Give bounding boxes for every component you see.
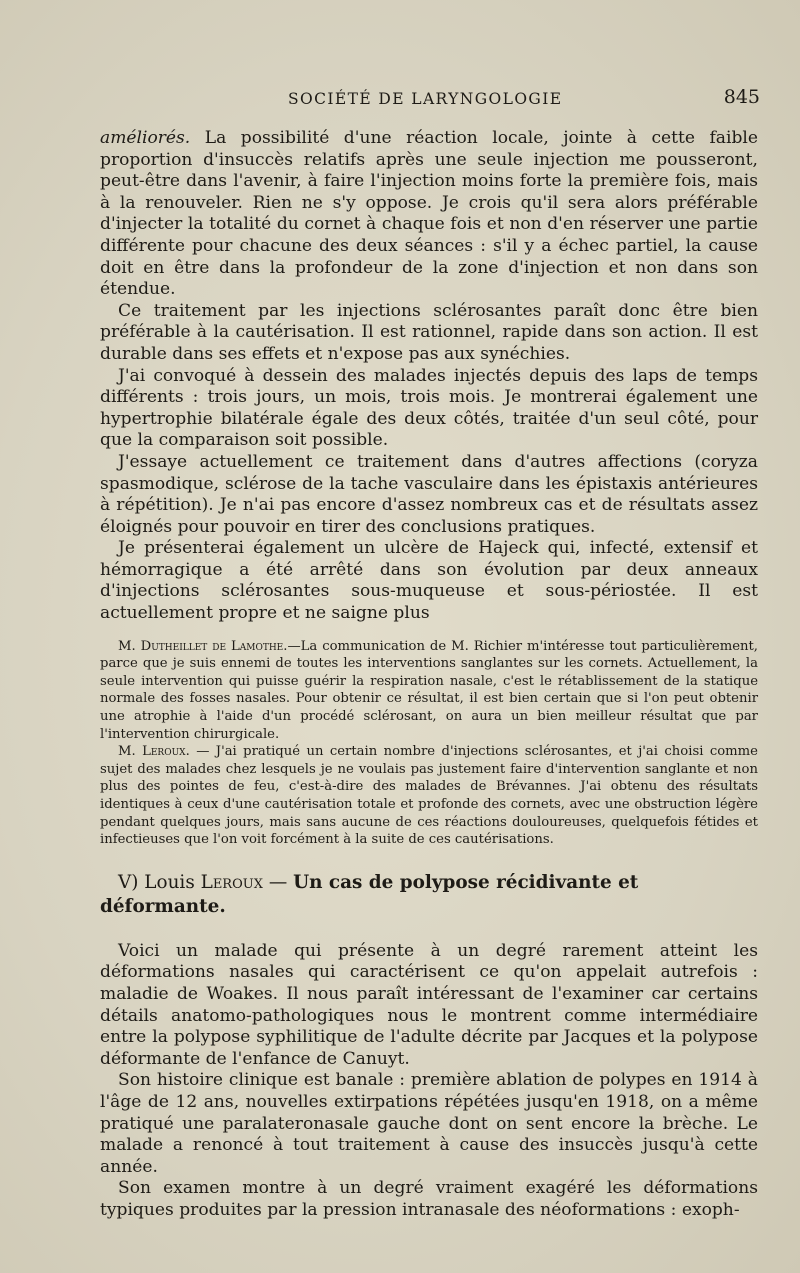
paragraph-1 xyxy=(100,128,758,301)
paragraph-4: J'essaye actuellement ce traitement dans d'autres affections (coryza spasmodique, sclérose de la tache vasculaire dans les épistaxis antérieures à répétition). Je n'ai pas encore d'assez nombreux cas et de résultats assez éloignés pour pouvoir en tirer des conclusions pratiques. xyxy=(100,451,758,537)
paragraph-1-italic: améliorés. xyxy=(100,128,191,148)
section-title: Un cas de polypose récidivante et déformante. xyxy=(100,871,639,917)
page-number: 845 xyxy=(723,86,760,108)
paragraph-5: Je présenterai également un ulcère de Hajeck qui, infecté, extensif et hémorragique a été arrêté dans son évolution par deux anneaux d'injections sclérosantes sous-muqueuse et sous-périostée. Il est actuellement propre et ne saigne plus xyxy=(100,538,758,624)
paragraph-3: J'ai convoqué à dessein des malades injectés depuis des laps de temps différents : trois jours, un mois, trois mois. Je montrerai également une hypertrophie bilatérale égale des deux côtés, traitée d'un seul côté, pour que la comparaison soit possible. xyxy=(100,365,758,451)
page-header xyxy=(100,86,760,116)
section-paragraph-2: Son histoire clinique est banale : première ablation de polypes en 1914 à l'âge de 12 ans, nouvelles extirpations répétées jusqu'en 1918, on a même pratiqué une paralateronasale gauche dont on sent encore la brèche. Le malade a renoncé à tout traitement à cause des insuccès jusqu'à cette année. xyxy=(100,1070,758,1177)
running-head: SOCIÉTÉ DE LARYNGOLOGIE xyxy=(288,90,563,108)
discussion-1 xyxy=(100,638,758,744)
section-number: V) Louis xyxy=(118,871,201,893)
discussion-1-text: —La communication de M. Richier m'intéresse tout particulièrement, parce que je suis ennemi de toutes les interventions sanglantes sur les cornets. Actuellement, la seule intervention qui puisse guérir la respiration nasale, c'est le rétablissement de la statique normale des fosses nasales. Pour obtenir ce résultat, il est bien certain que si l'on peut obtenir une atrophie à l'aide d'un procédé sclérosant, on aura un bien meilleur résultat que par l'intervention chirurgicale. xyxy=(100,638,758,742)
paragraph-1-text: La possibilité d'une réaction locale, jointe à cette faible proportion d'insuccès relatifs après une seule injection me pousseront, peut-être dans l'avenir, à faire l'injection moins forte la première fois, mais à la renouveler. Rien ne s'y oppose. Je crois qu'il sera alors préférable d'injecter la totalité du cornet à chaque fois et non d'en réserver une partie différente pour chacune des deux séances : s'il y a échec partiel, la cause doit en être dans la profondeur de la zone d'injection et non dans son étendue. xyxy=(100,128,758,300)
section-dash: — xyxy=(262,871,294,893)
section-author: Leroux xyxy=(200,871,263,893)
paragraph-2: Ce traitement par les injections sclérosantes paraît donc être bien préférable à la cautérisation. Il est rationnel, rapide dans son action. Il est durable dans ses effets et n'expose pas aux synéchies. xyxy=(100,300,758,364)
section-paragraph-3: Son examen montre à un degré vraiment exagéré les déformations typiques produites par la pression intranasale des néoformations : exoph- xyxy=(100,1178,758,1220)
discussion-2-speaker: M. Leroux. xyxy=(118,744,190,760)
discussion-2-text: — J'ai pratiqué un certain nombre d'injections sclérosantes, et j'ai choisi comme sujet des malades chez lesquels je ne voulais pas justement faire d'intervention sanglante et non plus des pointes de feu, c'est-à-dire des malades de Brévannes. J'ai obtenu des résultats identiques à ceux d'une cautérisation totale et profonde des cornets, avec une obstruction légère pendant quelques jours, mais sans aucune de ces réactions douloureuses, quelquefois fétides et infectieuses que l'on voit forcément à la suite de ces cautérisations. xyxy=(100,744,758,848)
section-heading xyxy=(100,871,758,919)
discussion-2 xyxy=(100,743,758,849)
discussion-block xyxy=(100,638,758,849)
section-paragraph-1: Voici un malade qui présente à un degré rarement atteint les déformations nasales qui caractérisent ce qu'on appelait autrefois : maladie de Woakes. Il nous paraît intéressant de l'examiner car certains détails anatomo-pathologiques nous le montrent comme intermédiaire entre la polypose syphilitique de l'adulte décrite par Jacques et la polypose déformante de l'enfance de Canuyt. xyxy=(100,940,758,1069)
text-block xyxy=(100,128,758,1222)
discussion-1-speaker: M. Dutheillet de Lamothe. xyxy=(118,638,288,654)
